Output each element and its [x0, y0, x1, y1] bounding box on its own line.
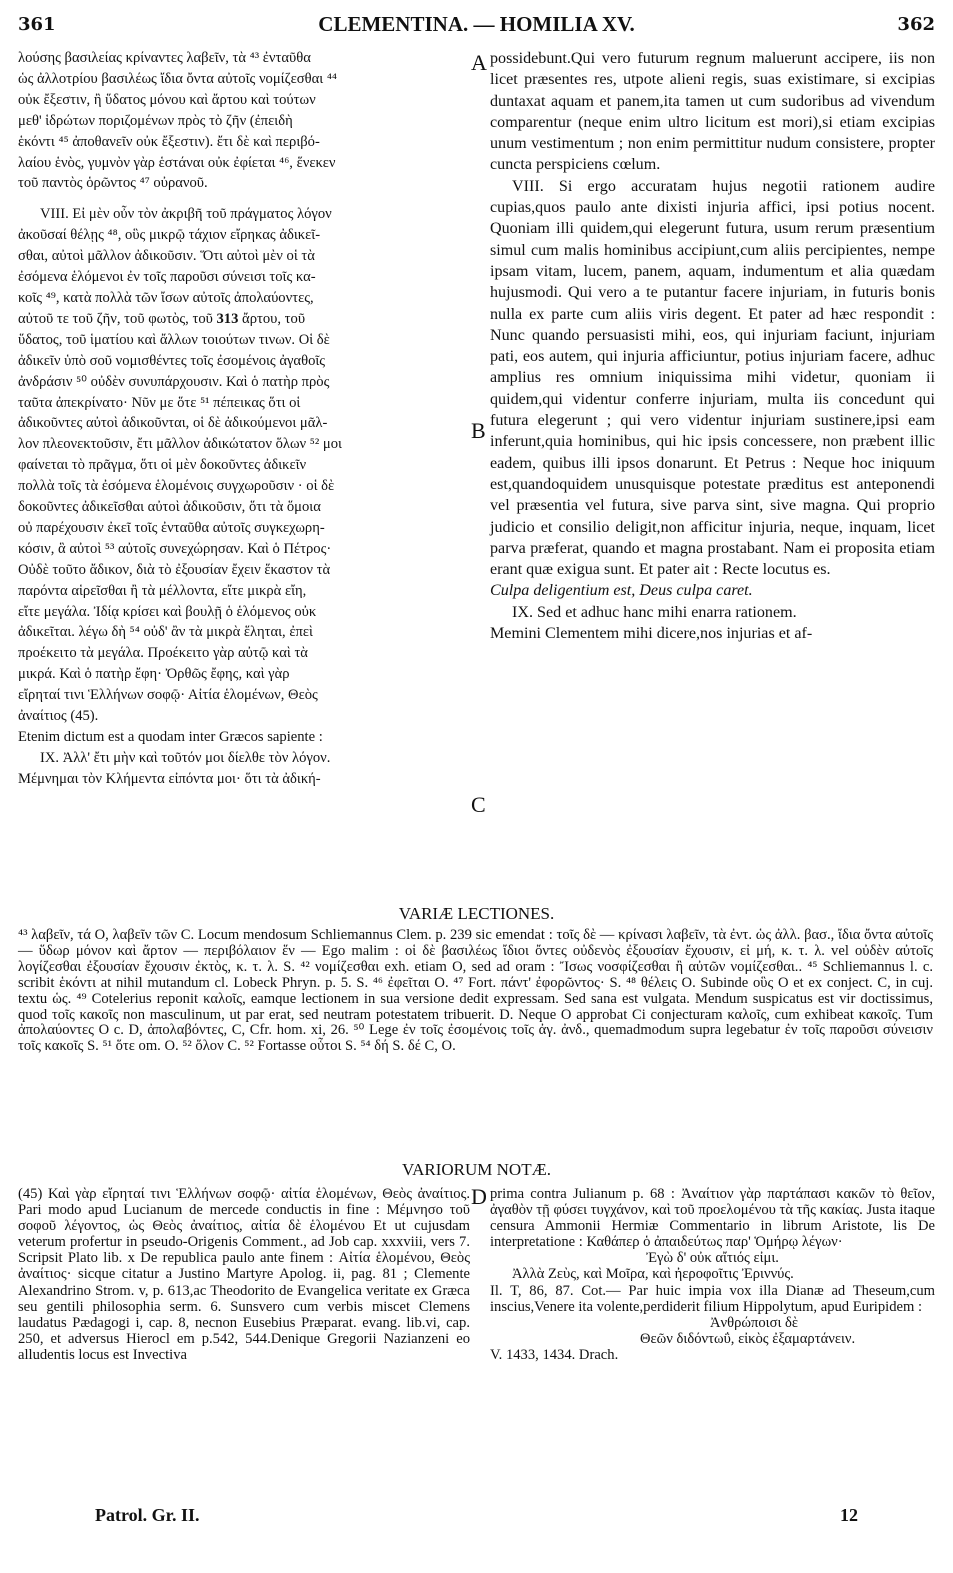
- latin-column: [490, 48, 935, 644]
- greek-line: δοκοῦντες ἀδικεῖσθαι αὐτοὶ ἀδικοῦσιν, ὅτι τὰ ὅμοια: [18, 499, 321, 516]
- greek-line: μεθ' ἱδρώτων ποριζομένων πρὸς τὸ ζῆν (ἐπειδὴ: [18, 112, 293, 129]
- greek-line: παρόντα αἱρεῖσθαι ἢ τὰ μέλλοντα, εἴτε μικρὰ εἴη,: [18, 582, 307, 599]
- variae-lectiones-title: VARIÆ LECTIONES.: [398, 904, 555, 923]
- note-text: (45) Καὶ γὰρ εἴρηταί τινι Ἑλλήνων σοφῷ· αἰτία ἑλομένων, Θεὸς ἀναίτιος. Pari modo apud Lucianum de mercede conductis in fine : Μέμνησο τοῦ σοφοῦ λέγοντος, ὡς Θεὸς ἀναίτιος, αἰτία δὲ ἑλομένου Et ut cujusdam veterum profertur in pseudo-Origenis Comment., ad Job cap. xxxviii, vers 7. Scripsit Plato lib. x De republica paulo ante finem : Αἰτία ἑλομένου, Θεὸς ἀναίτιος· sicque citatur a Justino Martyre Apolog. ii, pag. 81 ; Clemente Alexandrino Strom. v, p. 613,ac Theodorito de Evangelica veritate ex Græca seu gentili philosophia serm. 6. Sunsvero cum verbis miscet Clemens laudatus Pædagogi i, cap. 8, necnon Eusebius Præparat. evang. lib.vi, cap. 250, et adversus Hierocl em p.542, 544.Denique Gregorii Nazianzeni eo alludentis locus est Invectiva: [18, 1186, 470, 1363]
- verse-line: Ἐγὼ δ' οὐκ αἴτιός εἰμι.: [646, 1250, 779, 1267]
- greek-line: ἀνδράσιν ⁵⁰ οὐδὲν συνυπάρχουσιν. Καὶ ὁ πατὴρ πρὸς: [18, 373, 330, 390]
- verse-line: Ἀνθρώποισι δὲ: [710, 1314, 799, 1331]
- note-text: prima contra Julianum p. 68 : Ἀναίτιον γὰρ παρτάπασι κακῶν τὸ θεῖον, ἀγαθὸν τῇ φύσει τυγχάνον, καὶ τοῦ προελομένου τὰ τῆς κακίας. Justa itaque censura Ammonii Hermiæ Commentario in librum Aristote, lis De interpretatione : Καθάπερ ὁ ἀπαιδεύτως παρ' Ὁμήρῳ λέγων·: [490, 1186, 935, 1251]
- greek-column: [18, 48, 470, 790]
- margin-marker-d: D: [471, 1184, 487, 1209]
- note-text: Il. T, 86, 87. Cot.— Par huic impia vox illa Dianæ ad Theseum,cum inscius,Venere ita volente,perdiderit filium Hippolytum, apud Euripidem :: [490, 1282, 935, 1315]
- greek-line-tail: ἄρτου, τοῦ: [242, 310, 306, 327]
- right-page-number: 362: [897, 14, 935, 35]
- margin-marker-c: C: [471, 792, 486, 817]
- left-page-number: 361: [18, 14, 56, 35]
- latin-quote: Culpa deligentium est, Deus culpa caret.: [490, 582, 753, 600]
- greek-line: τοῦ παντὸς ὁρῶντος ⁴⁷ οὐρανοῦ.: [18, 175, 208, 192]
- margin-marker-a: A: [471, 50, 487, 75]
- greek-line: ἀναίτιος (45).: [18, 708, 99, 725]
- greek-latin-bridge: Etenim dictum est a quodam inter Græcos sapiente :: [18, 729, 323, 745]
- running-title: CLEMENTINA. — HOMILIA XV.: [318, 12, 635, 36]
- greek-line: ἀδικοῦντες αὐτοὶ ἀδικοῦνται, οἱ δὲ ἀδικούμενοι μᾶλ-: [18, 415, 328, 432]
- greek-line: ταῦτα ἀπεκρίνατο· Νῦν με ὅτε ⁵¹ πέπεικας ὅτι οἱ: [18, 394, 301, 411]
- greek-line: ὡς ἀλλοτρίου βασιλέως ἴδια ὄντα αὐτοῖς νομίζεσθαι ⁴⁴: [18, 70, 338, 87]
- greek-line-text: αὐτοῦ τε τοῦ ζῆν, τοῦ φωτὸς, τοῦ: [18, 310, 213, 327]
- greek-line: ἐσόμενα ἑλόμενοι ἐν τοῖς παροῦσι σύνεισι τοῖς κα-: [18, 269, 316, 286]
- greek-line: φαίνεται τὸ πρᾶγμα, ὅτι οἱ μὲν δοκοῦντες ἀδικεῖν: [18, 457, 307, 474]
- footer-source: Patrol. Gr. II.: [95, 1505, 200, 1525]
- greek-line: λούσης βασιλείας κρίναντες λαβεῖν, τὰ ⁴³ ἐνταῦθα: [18, 50, 311, 66]
- greek-line: ὕδατος, τοῦ ἱματίου καὶ ἄλλων τοιούτων τινων. Οἱ δὲ: [18, 331, 330, 348]
- greek-line: ἀδικεῖται. λέγω δὴ ⁵⁴ οὐδ' ἂν τὰ μικρὰ ἕληται, ἐπεὶ: [18, 624, 313, 641]
- migne-column-number: 313: [216, 310, 239, 327]
- margin-marker-b: B: [471, 418, 486, 443]
- verse-line: Θεῶν διδόντωΰ, εἰκὸς ἐξαμαρτάνειν.: [640, 1330, 856, 1347]
- greek-line: οὐ παρέχουσιν ἐκεῖ τοῖς ἐνταῦθα αὐτοῖς συγκεχωρη-: [18, 519, 325, 536]
- notes-right-column: [490, 1186, 935, 1363]
- variae-text: ⁴³ λαβεῖν, τά O, λαβεῖν τῶν C. Locum mendosum Schliemannus Clem. p. 239 sic emendat : τοῖς δὲ — κρίνασι λαβεῖν, τὰ ἐντ. ὡς ἀλλ. βασ., ἴδια ὄντα αὐτοῖς — ὕδωρ μόνον καὶ ἄρτον — περιβόλαιον ἕν — Ego malim : οἱ δὲ βασιλέως ἴδιοι ὄντες οὐδενὸς ἐξουσίαν ἔχουσιν, εἰ μή, κ. τ. λ. vel οὐδὲν αὐτοῖς λογίζεσθαι ἐξουσίαν ἔχουσιν ἐκτὸς, κ. τ. λ. S. ⁴² νομίζεσθαι exh. etiam O, sed ad oram : Ἴσως νοσφίζεσθαι ἢ αὐτῶν νομίζεσθαι.. ⁴⁵ Schliemannus l. c. scribit ἑκόντι at nihil mutandum cl. Lobeck Phryn. p. 5. S. ⁴⁶ ἐφεῖται O. ⁴⁷ Fort. πάντ' ἐφορῶντος· S. ⁴⁸ θέλεις O. Subinde οὓς O et ex conject. C, in cuj. textu ὡς. ⁴⁹ Cotelerius reponit καλοῖς, eamque lectionem in sua versione dedit expressam. Sed sana est vulgata. Mendum suspicatus est vir doctissimus, quod τοῖς κακοῖς non masculinum, ut par erat, sed neutram potestatem tribuerit. D. Neque O approbat Ci conjecturam καλοῖς, cum exhibeat κακοῖς. Tum ἀπολαύοντες O c. D, ἀπολαβόντες, C, Cfr. hom. xi, 26. ⁵⁰ Lege ἐν τοῖς ἐσομένοις τοῖς ἀγ. ἀνδ., quemadmodum supra legebatur ἐν τοῖς παροῦσι σύνεισιν τοῖς κακοῖς S. ⁵¹ ὅτε om. O. ⁵² ὅλον C. ⁵² Fortasse οὗτοι S. ⁵⁴ δή S. δέ C, O.: [18, 927, 933, 1055]
- greek-line: Οὐδὲ τοῦτο ἄδικον, διὰ τὸ ἐξουσίαν ἔχειν ἕκαστον τὰ: [18, 561, 331, 578]
- greek-line: οὐκ ἔξεστιν, ἢ ὕδατος μόνου καὶ ἄρτου καὶ τούτων: [18, 91, 316, 108]
- variorum-notae-title: VARIORUM NOTÆ.: [402, 1160, 551, 1179]
- greek-line: ἑκόντι ⁴⁵ ἀποθανεῖν οὐκ ἔξεστιν). ἔτι δὲ καὶ περιβό-: [18, 133, 320, 150]
- greek-line: εἴτε μεγάλα. Ἰδίᾳ κρίσει καὶ βουλῇ ὁ ἑλόμενος οὐκ: [18, 603, 317, 620]
- latin-paragraph: VIII. Si ergo accuratam hujus negotii rationem audire cupias,quos paulo ante dixisti injuria affici, ipsi potius nocent. Quoniam illi quidem,qui elegerunt futura, usum rerum præsentium simul cum malis hominibus accipiunt,cum aliis percipientes, nempe ipsam vitam, lucem, panem, aquam, indumentum et alia quædam hujusmodi. Qui vero a te putantur facere injuriam, in futuris bonis nulla ex parte cum aliis viris degent. Et pater ad hæc respondit : Nunc quando persuasisti mihi, eos, qui injuriam faciunt, injuriam pati, eos autem, qui injuria afficiuntur, potius injuriam facere, adhuc amplius res omnium iniquissima mihi videtur, quoniam ii quidem,qui videntur conferre injuriam, multa iis concedunt qui futura elegerunt ; qui vero videntur injuriam sustinere,ipsi eam inferunt,quia hominibus, qui hic ipsis concessere, non præbent illic eadem, quibus illi ipsos donarunt. Et Petrus : Neque hoc iniquum est,quandoquidem unusquisque potestate præditus est anteponendi vel præsentia vel futura, sive parva sint, sive magna. Qui proprio judicio et consilio deligit,non afficitur injuria, neque, inquam, licet parva præferat, quando et magna prostabant. Nam ei proposita etiam erant quæ exigua sunt. Et pater ait : Recte locutus es.: [490, 177, 935, 579]
- greek-line: πολλὰ τοῖς τὰ ἐσόμενα ἑλομένοις συγχωροῦσιν · οἱ δὲ: [18, 478, 335, 495]
- greek-section-start: IX. Ἀλλ' ἔτι μὴν καὶ τοῦτόν μοι δίελθε τὸν λόγον.: [40, 749, 331, 766]
- greek-line: κοῖς ⁴⁹, κατὰ πολλὰ τῶν ἴσων αὐτοῖς ἀπολαύοντες,: [18, 289, 314, 306]
- footer-signature: 12: [840, 1505, 858, 1525]
- variae-lectiones: [18, 928, 933, 1055]
- greek-line: Μέμνημαι τὸν Κλήμεντα εἰπόντα μοι· ὅτι τὰ ἀδική-: [18, 770, 321, 787]
- greek-line: κόσιν, ἃ αὐτοὶ ⁵³ αὐτοῖς συνεχώρησαν. Καὶ ὁ Πέτρος·: [18, 540, 332, 557]
- page-header: [18, 10, 935, 38]
- greek-line: μικρά. Καὶ ὁ πατὴρ ἔφη· Ὀρθῶς ἔφης, καὶ γὰρ: [18, 666, 290, 683]
- greek-line: ἀκοῦσαί θέλῃς ⁴⁸, οὓς μικρῷ τάχιον εἴρηκας ἀδικεῖ-: [18, 227, 321, 244]
- greek-line: σθαι, αὐτοὶ μᾶλλον ἀδικοῦσιν. Ὅτι αὐτοὶ μὲν οἱ τὰ: [18, 248, 315, 265]
- greek-line: εἴρηταί τινι Ἑλλήνων σοφῷ· Αἰτία ἑλομένων, Θεὸς: [18, 687, 318, 704]
- latin-paragraph: Memini Clementem mihi dicere,nos injurias et af-: [490, 625, 813, 643]
- latin-paragraph: IX. Sed et adhuc hanc mihi enarra rationem.: [512, 603, 797, 621]
- citation: V. 1433, 1434. Drach.: [490, 1346, 619, 1363]
- notes-left-column: [18, 1186, 470, 1363]
- greek-section-start: VIII. Εἰ μὲν οὖν τὸν ἀκριβῆ τοῦ πράγματος λόγον: [40, 206, 332, 223]
- greek-line: ἀδικεῖν ὑπὸ σοῦ νομισθέντες τοῖς ἐσομένοις ἀγαθοῖς: [18, 352, 326, 369]
- greek-line: λον πλεονεκτοῦσιν, ἔτι μᾶλλον ἀδικώτατον ὅλων ⁵² μοι: [18, 436, 342, 453]
- latin-paragraph: possidebunt.Qui vero futurum regnum maluerunt accipere, iis non licet præsentes res, utpote alieni regis, suas existimare, si excipias duntaxat aquam et panem,ita tamen ut cum sudoribus ad vivendum comparentur (neque enim ultro licitum est mori),si etiam excipias unum vestimentum ; non enim permittitur nudum consistere, propter cuncta perspiciens cœlum.: [490, 50, 935, 174]
- greek-line: προέκειτο τὰ μεγάλα. Προέκειτο γὰρ αὐτῷ καὶ τὰ: [18, 645, 308, 662]
- greek-line: λαίου ἑνὸς, γυμνὸν γὰρ ἑστάναι οὐκ ἐφίεται ⁴⁶, ἕνεκεν: [18, 154, 336, 171]
- greek-line-with-number: [18, 309, 470, 330]
- verse-line: Ἀλλὰ Ζεὺς, καὶ Μοῖρα, καὶ ἠεροφοῖτις Ἐριννύς.: [512, 1266, 794, 1283]
